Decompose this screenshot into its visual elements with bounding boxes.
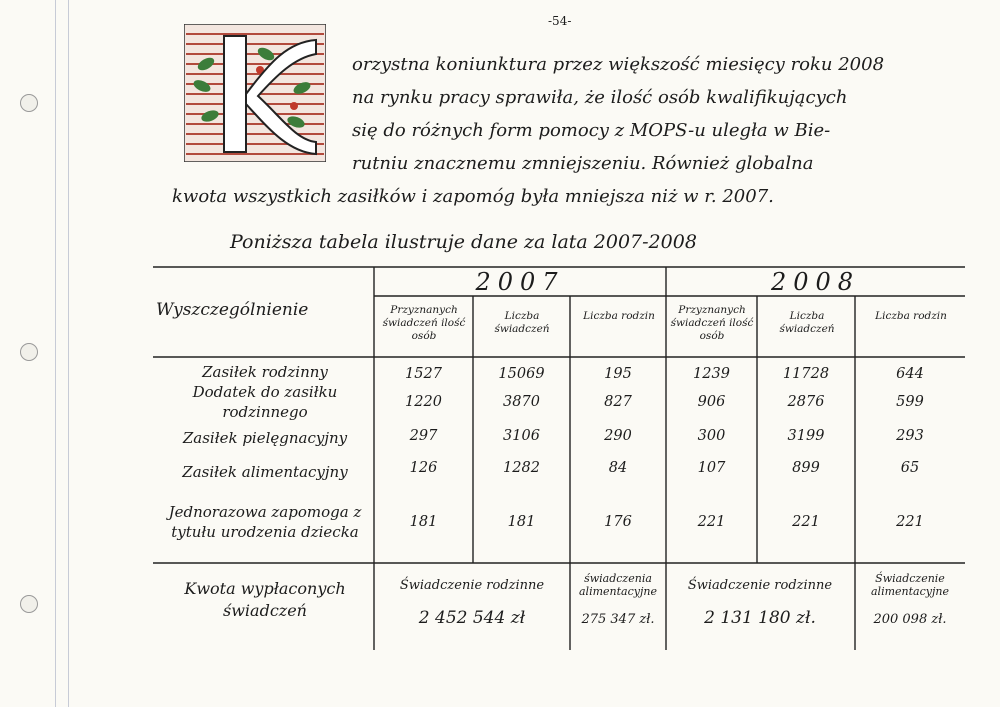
alimony-benefit-amount-2007: 275 347 zł.: [581, 612, 655, 627]
row-label: Zasiłek pielęgnacyjny: [182, 429, 348, 447]
table-cell: 65: [900, 460, 920, 476]
column-header: Liczba rodzin: [583, 310, 655, 322]
row-header-label: Wyszczególnienie: [156, 300, 309, 320]
row-label: Zasiłek rodzinny: [202, 363, 328, 381]
column-header: Liczba świadczeń: [779, 310, 835, 335]
row-label: Dodatek do zasiłku rodzinnego: [192, 383, 338, 421]
family-benefit-label-2008: Świadczenie rodzinne: [687, 578, 833, 593]
table-cell: 15069: [498, 366, 545, 382]
table-cell: 176: [604, 514, 632, 530]
table-cell: 644: [896, 366, 924, 382]
column-header: Przyznanych świadczeń ilość osób: [670, 304, 754, 342]
table-cell: 293: [896, 428, 924, 444]
table-cell: 107: [697, 460, 726, 476]
table-cell: 1282: [503, 460, 540, 476]
table-cell: 1527: [405, 366, 442, 382]
alimony-benefit-amount-2008: 200 098 zł.: [873, 612, 947, 627]
family-benefit-amount-2008: 2 131 180 zł.: [704, 608, 816, 628]
table-cell: 3199: [787, 428, 825, 444]
paragraph-line: się do różnych form pomocy z MOPS-u uległa w Bie-: [352, 120, 831, 141]
table-cell: 827: [604, 394, 632, 410]
table-cell: 290: [604, 428, 632, 444]
year-2008-header: 2008: [770, 268, 861, 296]
alimony-benefit-label-2007: świadczenia alimentacyjne: [579, 572, 657, 598]
table-cell: 2876: [787, 394, 825, 410]
column-header: Liczba świadczeń: [494, 310, 550, 335]
table-cell: 84: [608, 460, 628, 476]
table-cell: 221: [697, 514, 726, 530]
page-number: -54-: [548, 14, 572, 28]
table-cell: 599: [896, 394, 924, 410]
family-benefit-label-2007: Świadczenie rodzinne: [399, 578, 545, 593]
table-cell: 3870: [503, 394, 540, 410]
year-2007-header: 2007: [475, 268, 565, 296]
row-label: Zasiłek alimentacyjny: [182, 463, 348, 481]
paragraph-line: na rynku pracy sprawiła, że ilość osób kwalifikujących: [352, 87, 848, 108]
table-cell: 906: [697, 394, 726, 410]
table-cell: 899: [792, 460, 820, 476]
table-cell: 221: [896, 514, 924, 530]
alimony-benefit-label-2008: Świadczenie alimentacyjne: [871, 572, 949, 598]
table-cell: 297: [409, 428, 438, 444]
table-cell: 300: [697, 428, 726, 444]
table-cell: 126: [409, 460, 438, 476]
paragraph-line: kwota wszystkich zasiłków i zapomóg była mniejsza niż w r. 2007.: [172, 186, 774, 207]
table-cell: 3106: [503, 428, 540, 444]
family-benefit-amount-2007: 2 452 544 zł: [418, 608, 526, 628]
table-cell: 11728: [782, 366, 830, 382]
table-cell: 1239: [693, 366, 730, 382]
footer-label: Kwota wypłaconych świadczeń: [184, 579, 346, 620]
table-caption: Poniższa tabela ilustruje dane za lata 2007-2008: [230, 231, 697, 253]
paragraph-line: orzystna koniunktura przez większość miesięcy roku 2008: [352, 54, 885, 75]
table-cell: 221: [792, 514, 820, 530]
column-header: Liczba rodzin: [875, 310, 947, 322]
table-cell: 181: [507, 514, 536, 530]
table-cell: 195: [604, 366, 632, 382]
column-header: Przyznanych świadczeń ilość osób: [382, 304, 466, 342]
row-label: Jednorazowa zapomoga z tytułu urodzenia dziecka: [168, 503, 362, 541]
table-cell: 1220: [405, 394, 442, 410]
paragraph-line: rutniu znacznemu zmniejszeniu. Również globalna: [352, 153, 814, 174]
table-cell: 181: [409, 514, 438, 530]
